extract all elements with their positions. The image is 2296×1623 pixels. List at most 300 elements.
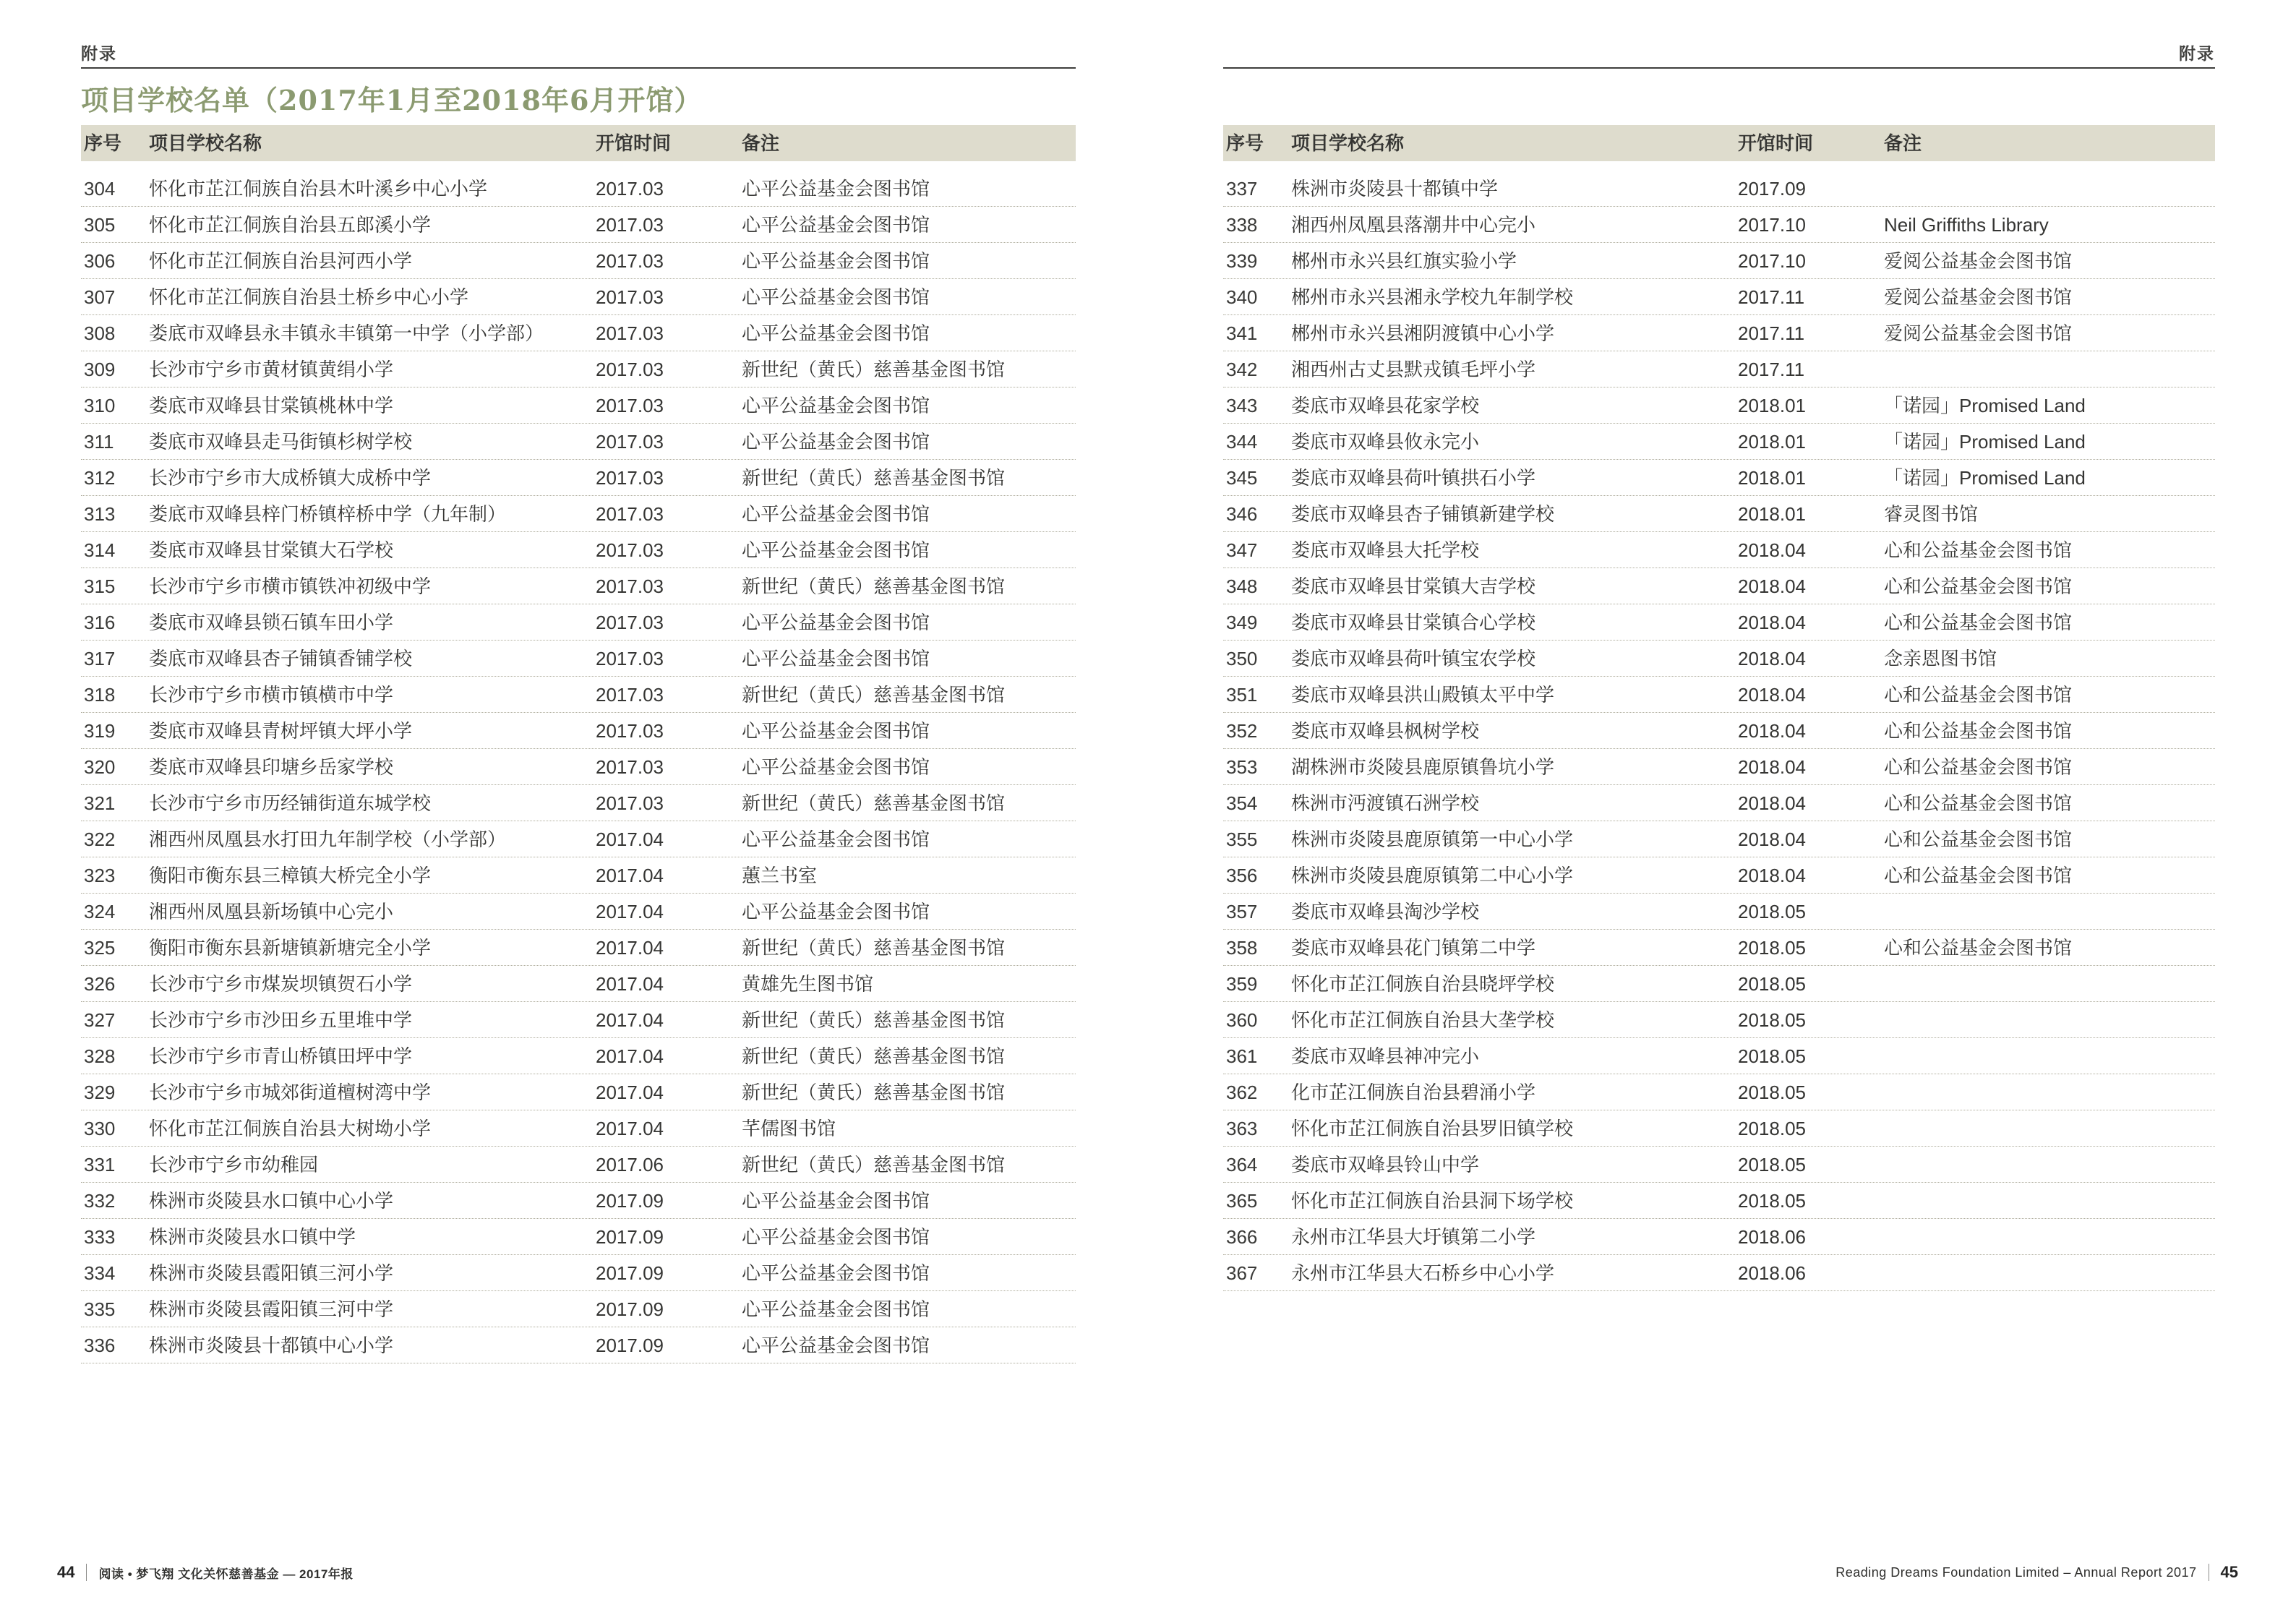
table-row — [81, 821, 1076, 857]
cell-date: 2018.05 — [1738, 1009, 1806, 1031]
cell-note: 心平公益基金会图书馆 — [742, 178, 930, 200]
table-row — [1223, 387, 2215, 424]
cell-school: 郴州市永兴县湘阴渡镇中心小学 — [1291, 322, 1555, 344]
table-row — [81, 857, 1076, 894]
cell-school: 娄底市双峰县锁石镇车田小学 — [149, 612, 394, 633]
cell-date: 2017.03 — [596, 612, 664, 633]
cell-date: 2017.11 — [1738, 359, 1805, 380]
cell-date: 2018.04 — [1738, 648, 1806, 669]
cell-note: 心平公益基金会图书馆 — [742, 395, 930, 416]
cell-date: 2018.06 — [1738, 1226, 1806, 1248]
cell-date: 2017.06 — [596, 1154, 664, 1176]
cell-no: 359 — [1226, 973, 1258, 995]
cell-school: 娄底市双峰县走马街镇杉树学校 — [149, 431, 413, 453]
cell-no: 363 — [1226, 1118, 1258, 1139]
cell-date: 2018.01 — [1738, 503, 1806, 525]
cell-school: 化市芷江侗族自治县碧涌小学 — [1291, 1082, 1536, 1103]
column-header-date: 开馆时间 — [1738, 132, 1814, 154]
cell-no: 328 — [84, 1045, 116, 1067]
table-header-right — [1223, 125, 2215, 161]
cell-school: 长沙市宁乡市历经铺街道东城学校 — [149, 792, 432, 814]
cell-note: 爱阅公益基金会图书馆 — [1884, 322, 2073, 344]
table-row — [81, 785, 1076, 821]
cell-school: 娄底市双峰县杏子铺镇香铺学校 — [149, 648, 413, 669]
cell-note: 心平公益基金会图书馆 — [742, 322, 930, 344]
cell-date: 2017.03 — [596, 178, 664, 200]
cell-date: 2017.03 — [596, 214, 664, 236]
page-number-left: 44 — [57, 1563, 75, 1581]
cell-school: 娄底市双峰县大托学校 — [1291, 539, 1480, 561]
cell-note: 心平公益基金会图书馆 — [742, 1262, 930, 1284]
cell-school: 株洲市炎陵县十都镇中学 — [1291, 178, 1499, 200]
table-row — [1223, 713, 2215, 749]
table-row — [81, 207, 1076, 243]
table-row — [81, 496, 1076, 532]
cell-date: 2017.09 — [596, 1226, 664, 1248]
cell-no: 342 — [1226, 359, 1258, 380]
cell-note: 新世纪（黄氏）慈善基金图书馆 — [742, 1154, 1006, 1176]
cell-school: 株洲市炎陵县鹿原镇第二中心小学 — [1291, 865, 1574, 886]
cell-no: 322 — [84, 828, 116, 850]
cell-date: 2017.03 — [596, 395, 664, 416]
cell-date: 2017.04 — [596, 828, 664, 850]
table-row — [1223, 930, 2215, 966]
cell-date: 2017.03 — [596, 286, 664, 308]
cell-school: 怀化市芷江侗族自治县五郎溪小学 — [149, 214, 432, 236]
cell-school: 娄底市双峰县荷叶镇宝农学校 — [1291, 648, 1536, 669]
cell-school: 衡阳市衡东县新塘镇新塘完全小学 — [149, 937, 432, 959]
table-row — [1223, 207, 2215, 243]
table-row — [81, 1074, 1076, 1110]
cell-no: 305 — [84, 214, 116, 236]
table-row — [1223, 677, 2215, 713]
cell-date: 2018.05 — [1738, 1118, 1806, 1139]
cell-school: 湘西州凤凰县新场镇中心完小 — [149, 901, 394, 922]
head-rule-left — [81, 67, 1076, 69]
cell-school: 株洲市炎陵县霞阳镇三河中学 — [149, 1298, 394, 1320]
cell-note: 心平公益基金会图书馆 — [742, 431, 930, 453]
cell-school: 娄底市双峰县铃山中学 — [1291, 1154, 1480, 1176]
table-row — [81, 460, 1076, 496]
cell-date: 2017.03 — [596, 467, 664, 489]
cell-date: 2017.04 — [596, 973, 664, 995]
footer-left — [57, 1560, 354, 1585]
cell-note: 心平公益基金会图书馆 — [742, 828, 930, 850]
cell-note: 心和公益基金会图书馆 — [1884, 684, 2073, 706]
cell-note: 心平公益基金会图书馆 — [742, 648, 930, 669]
cell-date: 2017.04 — [596, 901, 664, 922]
cell-date: 2017.03 — [596, 792, 664, 814]
cell-note: 心平公益基金会图书馆 — [742, 1335, 930, 1356]
cell-note: 心平公益基金会图书馆 — [742, 756, 930, 778]
table-row — [81, 424, 1076, 460]
column-header-date: 开馆时间 — [596, 132, 672, 154]
cell-no: 314 — [84, 539, 116, 561]
table-row — [1223, 1219, 2215, 1255]
cell-note: 黄雄先生图书馆 — [742, 973, 874, 995]
cell-school: 长沙市宁乡市青山桥镇田坪中学 — [149, 1045, 413, 1067]
cell-no: 331 — [84, 1154, 116, 1176]
cell-note: 心和公益基金会图书馆 — [1884, 756, 2073, 778]
cell-date: 2018.05 — [1738, 1190, 1806, 1212]
cell-date: 2017.04 — [596, 1045, 664, 1067]
cell-date: 2017.09 — [596, 1190, 664, 1212]
cell-no: 358 — [1226, 937, 1258, 959]
cell-note: 蕙兰书室 — [742, 865, 818, 886]
cell-school: 娄底市双峰县永丰镇永丰镇第一中学（小学部） — [149, 322, 544, 344]
cell-date: 2017.03 — [596, 431, 664, 453]
cell-no: 351 — [1226, 684, 1258, 706]
column-header-no: 序号 — [1226, 132, 1264, 154]
cell-note: 心和公益基金会图书馆 — [1884, 720, 2073, 742]
cell-date: 2017.11 — [1738, 286, 1805, 308]
cell-date: 2017.03 — [596, 503, 664, 525]
cell-note: 心平公益基金会图书馆 — [742, 250, 930, 272]
cell-no: 362 — [1226, 1082, 1258, 1103]
cell-date: 2017.03 — [596, 756, 664, 778]
cell-date: 2017.04 — [596, 865, 664, 886]
cell-note: 「诺园」Promised Land — [1884, 431, 2086, 453]
cell-school: 株洲市沔渡镇石洲学校 — [1291, 792, 1480, 814]
table-row — [81, 1291, 1076, 1327]
table-row — [1223, 496, 2215, 532]
cell-no: 320 — [84, 756, 116, 778]
cell-no: 327 — [84, 1009, 116, 1031]
cell-school: 娄底市双峰县梓门桥镇梓桥中学（九年制） — [149, 503, 507, 525]
table-row — [1223, 1147, 2215, 1183]
cell-date: 2017.11 — [1738, 322, 1805, 344]
footer-right — [1835, 1560, 2238, 1585]
cell-note: 新世纪（黄氏）慈善基金图书馆 — [742, 467, 1006, 489]
table-row — [81, 532, 1076, 568]
cell-date: 2017.10 — [1738, 214, 1806, 236]
cell-note: 心和公益基金会图书馆 — [1884, 865, 2073, 886]
cell-no: 361 — [1226, 1045, 1258, 1067]
cell-date: 2017.03 — [596, 684, 664, 706]
cell-date: 2018.05 — [1738, 901, 1806, 922]
table-row — [1223, 1183, 2215, 1219]
cell-no: 353 — [1226, 756, 1258, 778]
cell-date: 2018.04 — [1738, 684, 1806, 706]
cell-note: 心平公益基金会图书馆 — [742, 1226, 930, 1248]
cell-school: 娄底市双峰县花家学校 — [1291, 395, 1480, 416]
cell-school: 长沙市宁乡市城郊街道檀树湾中学 — [149, 1082, 432, 1103]
cell-no: 324 — [84, 901, 116, 922]
table-header-left — [81, 125, 1076, 161]
table-row — [1223, 568, 2215, 604]
cell-no: 341 — [1226, 322, 1258, 344]
cell-no: 316 — [84, 612, 116, 633]
cell-school: 株洲市炎陵县霞阳镇三河小学 — [149, 1262, 394, 1284]
cell-note: 心和公益基金会图书馆 — [1884, 539, 2073, 561]
cell-no: 304 — [84, 178, 116, 200]
cell-note: 睿灵图书馆 — [1884, 503, 1979, 525]
cell-no: 321 — [84, 792, 116, 814]
column-header-note: 备注 — [1884, 132, 1922, 154]
cell-no: 338 — [1226, 214, 1258, 236]
cell-date: 2017.04 — [596, 937, 664, 959]
cell-no: 326 — [84, 973, 116, 995]
cell-no: 350 — [1226, 648, 1258, 669]
cell-no: 346 — [1226, 503, 1258, 525]
cell-date: 2018.06 — [1738, 1262, 1806, 1284]
cell-no: 349 — [1226, 612, 1258, 633]
cell-no: 318 — [84, 684, 116, 706]
cell-school: 怀化市芷江侗族自治县大垄学校 — [1291, 1009, 1555, 1031]
running-head-right: 附录 — [2179, 44, 2215, 63]
cell-no: 348 — [1226, 575, 1258, 597]
cell-school: 娄底市双峰县神冲完小 — [1291, 1045, 1480, 1067]
table-row — [1223, 532, 2215, 568]
cell-no: 317 — [84, 648, 116, 669]
cell-date: 2018.04 — [1738, 756, 1806, 778]
table-row — [81, 1255, 1076, 1291]
table-row — [81, 1327, 1076, 1363]
cell-school: 娄底市双峰县淘沙学校 — [1291, 901, 1480, 922]
cell-no: 313 — [84, 503, 116, 525]
table-row — [1223, 749, 2215, 785]
cell-school: 娄底市双峰县甘棠镇合心学校 — [1291, 612, 1536, 633]
cell-school: 娄底市双峰县甘棠镇大吉学校 — [1291, 575, 1536, 597]
cell-school: 怀化市芷江侗族自治县晓坪学校 — [1291, 973, 1555, 995]
table-row — [81, 930, 1076, 966]
cell-note: 「诺园」Promised Land — [1884, 467, 2086, 489]
cell-note: 心平公益基金会图书馆 — [742, 214, 930, 236]
cell-school: 怀化市芷江侗族自治县河西小学 — [149, 250, 413, 272]
school-table-left — [81, 171, 1076, 1363]
table-row — [1223, 243, 2215, 279]
page-title: 项目学校名单（2017年1月至2018年6月开馆） — [81, 84, 703, 116]
cell-date: 2017.03 — [596, 359, 664, 380]
cell-date: 2018.05 — [1738, 1082, 1806, 1103]
cell-school: 株洲市炎陵县水口镇中心小学 — [149, 1190, 394, 1212]
table-row — [81, 1183, 1076, 1219]
cell-no: 364 — [1226, 1154, 1258, 1176]
cell-no: 333 — [84, 1226, 116, 1248]
cell-no: 315 — [84, 575, 116, 597]
cell-school: 长沙市宁乡市沙田乡五里堆中学 — [149, 1009, 413, 1031]
cell-no: 344 — [1226, 431, 1258, 453]
cell-school: 湘西州凤凰县落潮井中心完小 — [1291, 214, 1536, 236]
table-row — [81, 171, 1076, 207]
cell-no: 336 — [84, 1335, 116, 1356]
table-row — [81, 677, 1076, 713]
cell-date: 2018.05 — [1738, 1045, 1806, 1067]
cell-no: 330 — [84, 1118, 116, 1139]
table-row — [1223, 279, 2215, 315]
cell-no: 334 — [84, 1262, 116, 1284]
table-row — [81, 1110, 1076, 1147]
table-row — [81, 1002, 1076, 1038]
table-row — [81, 1038, 1076, 1074]
table-row — [1223, 171, 2215, 207]
cell-no: 366 — [1226, 1226, 1258, 1248]
cell-date: 2017.03 — [596, 539, 664, 561]
cell-date: 2018.05 — [1738, 937, 1806, 959]
cell-school: 湘西州凤凰县水打田九年制学校（小学部） — [149, 828, 507, 850]
footer-text-right: Reading Dreams Foundation Limited – Annual Report 2017 — [1835, 1564, 2197, 1580]
cell-school: 永州市江华县大石桥乡中心小学 — [1291, 1262, 1555, 1284]
cell-school: 娄底市双峰县青树坪镇大坪小学 — [149, 720, 413, 742]
table-row — [1223, 785, 2215, 821]
cell-note: 心和公益基金会图书馆 — [1884, 792, 2073, 814]
cell-no: 323 — [84, 865, 116, 886]
cell-no: 319 — [84, 720, 116, 742]
cell-no: 310 — [84, 395, 116, 416]
table-row — [1223, 641, 2215, 677]
cell-date: 2018.04 — [1738, 575, 1806, 597]
footer-text-left: 阅读 • 梦飞翔 文化关怀慈善基金 — 2017年报 — [98, 1567, 354, 1581]
table-row — [1223, 351, 2215, 387]
cell-school: 株洲市炎陵县十都镇中心小学 — [149, 1335, 394, 1356]
cell-school: 长沙市宁乡市横市镇横市中学 — [149, 684, 394, 706]
cell-date: 2018.04 — [1738, 720, 1806, 742]
cell-date: 2018.05 — [1738, 1154, 1806, 1176]
cell-school: 娄底市双峰县枫树学校 — [1291, 720, 1480, 742]
cell-no: 308 — [84, 322, 116, 344]
cell-date: 2018.04 — [1738, 792, 1806, 814]
cell-date: 2018.01 — [1738, 395, 1806, 416]
table-row — [81, 1147, 1076, 1183]
cell-date: 2017.03 — [596, 575, 664, 597]
cell-note: 新世纪（黄氏）慈善基金图书馆 — [742, 937, 1006, 959]
cell-note: 新世纪（黄氏）慈善基金图书馆 — [742, 1009, 1006, 1031]
cell-no: 356 — [1226, 865, 1258, 886]
cell-school: 长沙市宁乡市煤炭坝镇贺石小学 — [149, 973, 413, 995]
cell-school: 湘西州古丈县默戎镇毛坪小学 — [1291, 359, 1536, 380]
table-row — [81, 243, 1076, 279]
cell-school: 娄底市双峰县攸永完小 — [1291, 431, 1480, 453]
table-row — [1223, 1074, 2215, 1110]
cell-school: 衡阳市衡东县三樟镇大桥完全小学 — [149, 865, 432, 886]
table-row — [81, 966, 1076, 1002]
cell-note: 心平公益基金会图书馆 — [742, 503, 930, 525]
cell-date: 2017.09 — [596, 1298, 664, 1320]
table-row — [81, 279, 1076, 315]
cell-no: 329 — [84, 1082, 116, 1103]
cell-school: 怀化市芷江侗族自治县罗旧镇学校 — [1291, 1118, 1574, 1139]
cell-date: 2018.01 — [1738, 431, 1806, 453]
cell-date: 2017.09 — [1738, 178, 1806, 200]
cell-note: 新世纪（黄氏）慈善基金图书馆 — [742, 575, 1006, 597]
cell-note: 念亲恩图书馆 — [1884, 648, 1997, 669]
cell-no: 335 — [84, 1298, 116, 1320]
cell-date: 2017.03 — [596, 648, 664, 669]
table-row — [1223, 1255, 2215, 1291]
cell-note: 心平公益基金会图书馆 — [742, 1298, 930, 1320]
table-row — [81, 568, 1076, 604]
cell-school: 株洲市炎陵县水口镇中学 — [149, 1226, 356, 1248]
cell-date: 2018.04 — [1738, 865, 1806, 886]
cell-school: 怀化市芷江侗族自治县大树坳小学 — [149, 1118, 432, 1139]
table-row — [81, 604, 1076, 641]
cell-date: 2018.04 — [1738, 612, 1806, 633]
cell-no: 355 — [1226, 828, 1258, 850]
cell-school: 娄底市双峰县甘棠镇桃林中学 — [149, 395, 394, 416]
cell-date: 2017.09 — [596, 1335, 664, 1356]
table-row — [1223, 966, 2215, 1002]
cell-note: 新世纪（黄氏）慈善基金图书馆 — [742, 1082, 1006, 1103]
cell-no: 332 — [84, 1190, 116, 1212]
cell-no: 325 — [84, 937, 116, 959]
cell-note: 心平公益基金会图书馆 — [742, 901, 930, 922]
table-row — [81, 1219, 1076, 1255]
cell-no: 360 — [1226, 1009, 1258, 1031]
table-row — [81, 713, 1076, 749]
cell-note: 心平公益基金会图书馆 — [742, 1190, 930, 1212]
column-header-note: 备注 — [742, 132, 780, 154]
cell-school: 娄底市双峰县花门镇第二中学 — [1291, 937, 1536, 959]
cell-no: 354 — [1226, 792, 1258, 814]
cell-note: 心和公益基金会图书馆 — [1884, 828, 2073, 850]
running-head-left: 附录 — [81, 44, 117, 63]
cell-note: 心平公益基金会图书馆 — [742, 612, 930, 633]
cell-date: 2018.05 — [1738, 973, 1806, 995]
table-row — [81, 641, 1076, 677]
table-row — [81, 315, 1076, 351]
table-row — [81, 387, 1076, 424]
cell-date: 2018.01 — [1738, 467, 1806, 489]
cell-school: 长沙市宁乡市黄材镇黄绢小学 — [149, 359, 394, 380]
cell-no: 347 — [1226, 539, 1258, 561]
cell-note: 爱阅公益基金会图书馆 — [1884, 286, 2073, 308]
cell-no: 312 — [84, 467, 116, 489]
table-row — [1223, 1002, 2215, 1038]
cell-note: 芊儒图书馆 — [742, 1118, 836, 1139]
cell-school: 娄底市双峰县洪山殿镇太平中学 — [1291, 684, 1555, 706]
cell-note: 心和公益基金会图书馆 — [1884, 937, 2073, 959]
table-row — [81, 749, 1076, 785]
page-number-right: 45 — [2220, 1563, 2238, 1581]
table-row — [1223, 460, 2215, 496]
cell-date: 2017.04 — [596, 1082, 664, 1103]
cell-no: 311 — [84, 431, 114, 453]
cell-note: 新世纪（黄氏）慈善基金图书馆 — [742, 684, 1006, 706]
cell-no: 337 — [1226, 178, 1258, 200]
cell-date: 2018.04 — [1738, 828, 1806, 850]
cell-note: 新世纪（黄氏）慈善基金图书馆 — [742, 1045, 1006, 1067]
cell-school: 长沙市宁乡市横市镇铁冲初级中学 — [149, 575, 432, 597]
cell-note: 心平公益基金会图书馆 — [742, 539, 930, 561]
cell-date: 2018.04 — [1738, 539, 1806, 561]
cell-school: 怀化市芷江侗族自治县土桥乡中心小学 — [149, 286, 469, 308]
table-row — [1223, 857, 2215, 894]
cell-no: 307 — [84, 286, 116, 308]
cell-school: 娄底市双峰县杏子铺镇新建学校 — [1291, 503, 1555, 525]
table-row — [1223, 315, 2215, 351]
cell-date: 2017.03 — [596, 250, 664, 272]
cell-note: 「诺园」Promised Land — [1884, 395, 2086, 416]
column-header-no: 序号 — [84, 132, 122, 154]
table-row — [1223, 424, 2215, 460]
cell-school: 长沙市宁乡市幼稚园 — [149, 1154, 319, 1176]
cell-note: 新世纪（黄氏）慈善基金图书馆 — [742, 792, 1006, 814]
cell-school: 株洲市炎陵县鹿原镇第一中心小学 — [1291, 828, 1574, 850]
cell-date: 2017.04 — [596, 1118, 664, 1139]
cell-school: 娄底市双峰县印塘乡岳家学校 — [149, 756, 394, 778]
table-row — [1223, 1038, 2215, 1074]
cell-school: 湖株洲市炎陵县鹿原镇鲁坑小学 — [1291, 756, 1555, 778]
cell-note: Neil Griffiths Library — [1884, 214, 2049, 236]
cell-school: 娄底市双峰县荷叶镇拱石小学 — [1291, 467, 1536, 489]
cell-date: 2017.03 — [596, 322, 664, 344]
cell-no: 309 — [84, 359, 116, 380]
cell-no: 306 — [84, 250, 116, 272]
cell-note: 心和公益基金会图书馆 — [1884, 612, 2073, 633]
table-row — [1223, 604, 2215, 641]
table-row — [81, 894, 1076, 930]
cell-note: 心平公益基金会图书馆 — [742, 720, 930, 742]
